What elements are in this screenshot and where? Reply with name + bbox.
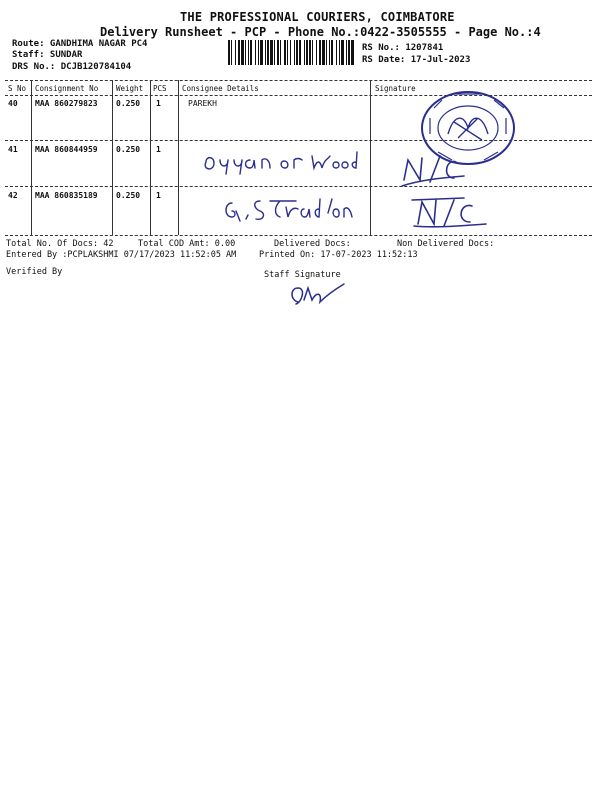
row-sno: 40 bbox=[8, 99, 18, 108]
col-header-signature: Signature bbox=[375, 84, 416, 93]
row-consignment-no: MAA 860835189 bbox=[35, 191, 98, 200]
row-weight: 0.250 bbox=[116, 191, 141, 200]
row-consignment-no: MAA 860279823 bbox=[35, 99, 98, 108]
drs-number: DRS No.: DCJB120784104 bbox=[12, 62, 132, 72]
row-consignment-no: MAA 860844959 bbox=[35, 145, 98, 154]
entered-by: Entered By :PCPLAKSHMI 07/17/2023 11:52:05 AM bbox=[6, 250, 237, 260]
row-sno: 41 bbox=[8, 145, 18, 154]
column-divider bbox=[370, 80, 371, 235]
printed-on: Printed On: 17-07-2023 11:52:13 bbox=[259, 250, 418, 260]
handwritten-address-row41 bbox=[200, 148, 360, 178]
col-header-pcs: PCS bbox=[153, 84, 167, 93]
col-header-sno: S No bbox=[8, 84, 27, 93]
column-divider bbox=[178, 80, 179, 235]
handwritten-address-row42 bbox=[222, 195, 362, 225]
row-consignee: PAREKH bbox=[188, 99, 217, 108]
row-weight: 0.250 bbox=[116, 99, 141, 108]
row-weight: 0.250 bbox=[116, 145, 141, 154]
row-pcs: 1 bbox=[156, 99, 161, 108]
table-bottom-border bbox=[5, 235, 592, 236]
row-sno: 42 bbox=[8, 191, 18, 200]
staff-signature bbox=[286, 282, 346, 312]
runsheet-subtitle: Delivery Runsheet - PCP - Phone No.:0422-3505555 - Page No.:4 bbox=[100, 25, 541, 39]
col-header-consignee: Consignee Details bbox=[182, 84, 259, 93]
rs-date: RS Date: 17-Jul-2023 bbox=[362, 55, 471, 65]
col-header-weight: Weight bbox=[116, 84, 144, 93]
column-divider bbox=[112, 80, 113, 235]
rs-number: RS No.: 1207841 bbox=[362, 43, 444, 53]
barcode bbox=[228, 40, 355, 65]
non-delivered-docs: Non Delivered Docs: bbox=[397, 239, 495, 249]
company-title: THE PROFESSIONAL COURIERS, COIMBATORE bbox=[180, 10, 455, 24]
column-divider bbox=[150, 80, 151, 235]
row-pcs: 1 bbox=[156, 191, 161, 200]
table-top-border bbox=[5, 80, 592, 81]
delivered-docs: Delivered Docs: bbox=[274, 239, 351, 249]
row-pcs: 1 bbox=[156, 145, 161, 154]
column-divider bbox=[31, 80, 32, 235]
staff-signature-label: Staff Signature bbox=[264, 270, 341, 280]
total-cod-amount: Total COD Amt: 0.00 bbox=[138, 239, 236, 249]
route-label: Route: GANDHIMA NAGAR PC4 bbox=[12, 39, 148, 49]
nc-mark-row42 bbox=[410, 194, 490, 234]
col-header-consignment: Consignment No bbox=[35, 84, 99, 93]
total-docs: Total No. Of Docs: 42 bbox=[6, 239, 114, 249]
verified-by-label: Verified By bbox=[6, 267, 63, 277]
staff-label: Staff: SUNDAR bbox=[12, 50, 83, 60]
row-divider bbox=[5, 186, 592, 187]
nc-mark-row41 bbox=[400, 150, 470, 190]
